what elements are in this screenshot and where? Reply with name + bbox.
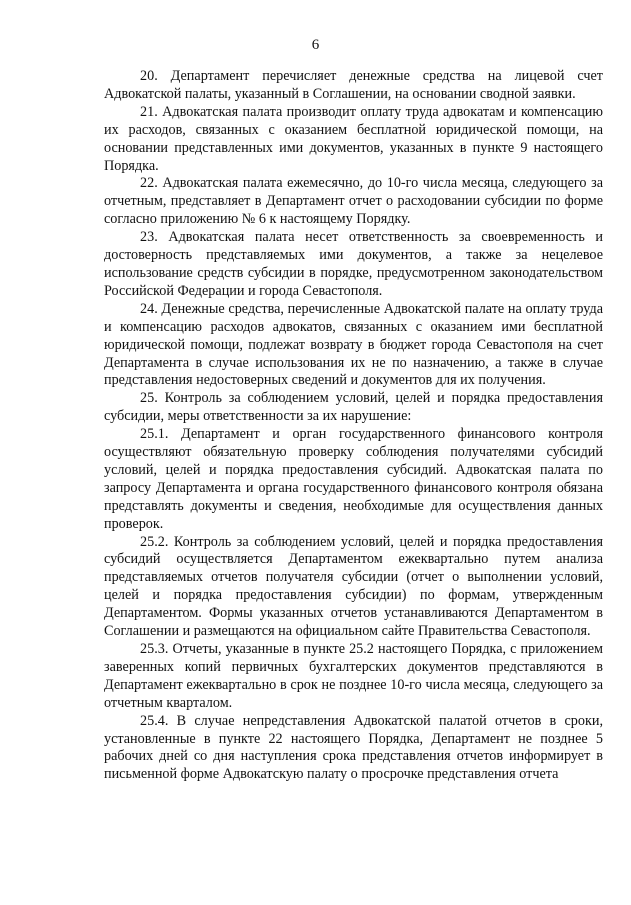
paragraph-21: 21. Адвокатская палата производит оплату труда адвокатам и компенсацию их расходов, связанных с оказанием бесплатной юридической помощи, на основании представленных ими документов, указанных в пункте 9 настоящего Порядка.	[104, 103, 603, 174]
paragraph-25-3: 25.3. Отчеты, указанные в пункте 25.2 настоящего Порядка, с приложением заверенных копий первичных бухгалтерских документов представляются в Департамент ежеквартально в срок не позднее 10-го числа месяца, следующего за отчетным кварталом.	[104, 641, 603, 711]
paragraph-20: 20. Департамент перечисляет денежные средства на лицевой счет Адвокатской палаты, указанный в Соглашении, на основании сводной заявки.	[104, 68, 603, 102]
paragraph-25-2: 25.2. Контроль за соблюдением условий, целей и порядка предоставления субсидий осуществляется Департаментом ежеквартально путем анализа представляемых отчетов получателя субсидии (отчет о выполнении условий, целей и порядка предоставления субсидии) по формам, утвержденным Департаментом. Формы указанных отчетов устанавливаются Департаментом в Соглашении и размещаются на официальном сайте Правительства Севастополя.	[104, 533, 603, 640]
paragraph-25: 25. Контроль за соблюдением условий, целей и порядка предоставления субсидии, меры ответственности за их нарушение:	[104, 390, 603, 425]
paragraph-24: 24. Денежные средства, перечисленные Адвокатской палате на оплату труда и компенсацию расходов адвокатов, связанных с оказанием ими бесплатной юридической помощи, подлежат возврату в бюджет города Севастополя на счет Департамента в случае использования их не по назначению, а также в случае представления недостоверных сведений и документов для их получения.	[104, 300, 603, 389]
paragraph-22: 22. Адвокатская палата ежемесячно, до 10-го числа месяца, следующего за отчетным, представляет в Департамент отчет о расходовании субсидии по форме согласно приложению № 6 к настоящему Порядку.	[104, 175, 603, 228]
paragraph-25-4: 25.4. В случае непредставления Адвокатской палатой отчетов в сроки, установленные в пункте 22 настоящего Порядка, Департамент не позднее 5 рабочих дней со дня наступления срока представления отчетов информирует в письменной форме Адвокатскую палату о просрочке представления отчета	[104, 712, 603, 783]
paragraph-25-1: 25.1. Департамент и орган государственного финансового контроля осуществляют обязательную проверку соблюдения получателями субсидий условий, целей и порядка предоставления субсидий. Адвокатская палата по запросу Департамента и органа государственного финансового контроля обязана представлять документы и сведения, необходимые для осуществления данных проверок.	[104, 426, 603, 532]
document-body	[104, 68, 603, 784]
paragraph-23: 23. Адвокатская палата несет ответственность за своевременность и достоверность представляемых ими документов, а также за нецелевое использование средств субсидии в порядке, предусмотренном законодательством Российской Федерации и города Севастополя.	[104, 229, 603, 299]
page-number: 6	[311, 37, 320, 53]
